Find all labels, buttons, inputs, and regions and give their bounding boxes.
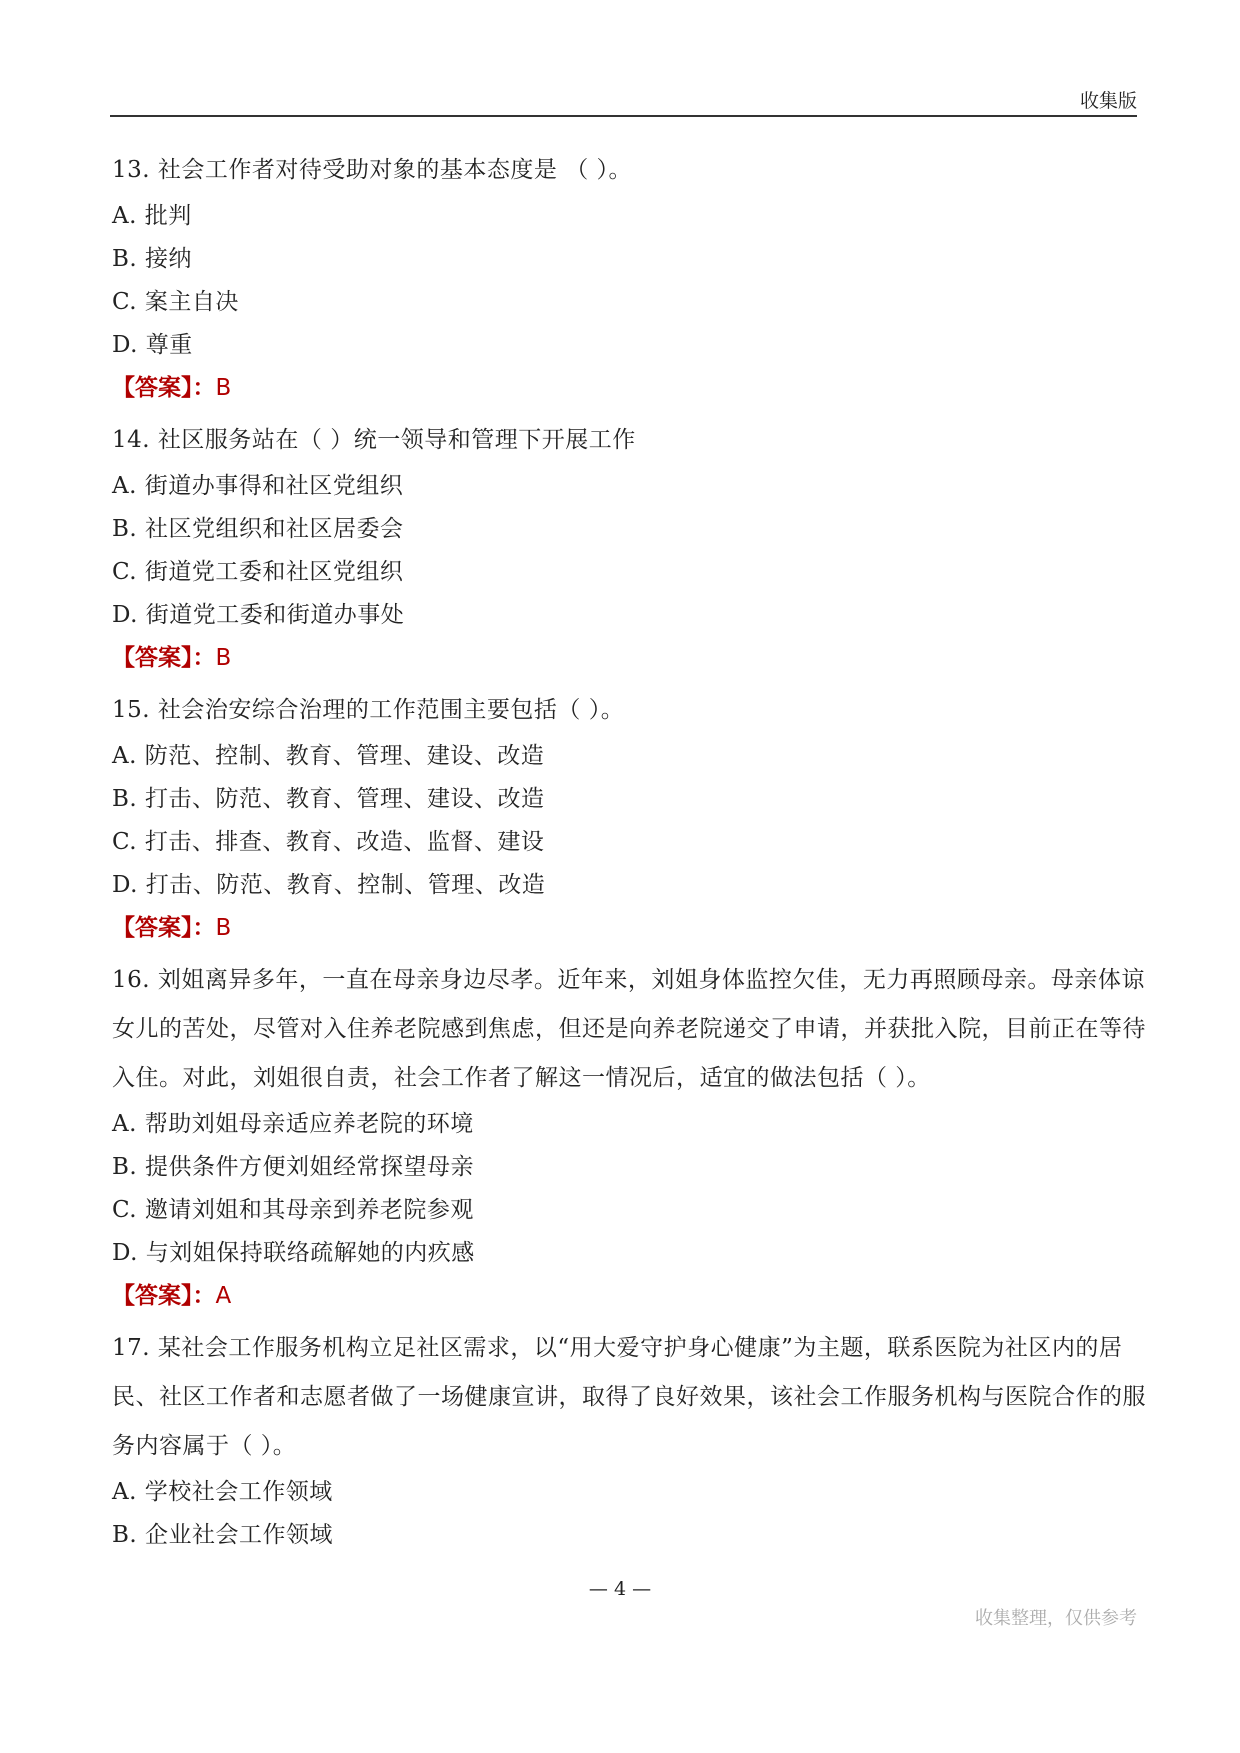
header-divider [110, 115, 1137, 117]
question-16 [112, 956, 1152, 1318]
answer-value: A [215, 1283, 232, 1309]
answer [112, 1275, 1152, 1318]
header-label: 收集版 [1079, 90, 1137, 112]
question-text: 17. 某社会工作服务机构立足社区需求，以“用大爱守护身心健康”为主题，联系医院为社区内的居民、社区工作者和志愿者做了一场健康宣讲，取得了良好效果，该社会工作服务机构与医院合作的服务内容属于（ ）。 [112, 1335, 1146, 1459]
answer-value: B [215, 375, 232, 401]
question-text: 15. 社会治安综合治理的工作范围主要包括（ ）。 [112, 697, 625, 723]
answer-value: B [215, 645, 232, 671]
option-b: B. 企业社会工作领域 [112, 1522, 334, 1548]
option-c: C. 街道党工委和社区党组织 [112, 559, 404, 585]
answer-value: B [215, 915, 232, 941]
answer [112, 907, 1152, 950]
option-c: C. 案主自决 [112, 289, 239, 315]
question-text: 16. 刘姐离异多年，一直在母亲身边尽孝。近年来，刘姐身体监控欠佳，无力再照顾母亲。母亲体谅女儿的苦处，尽管对入住养老院感到焦虑，但还是向养老院递交了申请，并获批入院，目前正在等待入住。对此，刘姐很自责，社会工作者了解这一情况后，适宜的做法包括（ ）。 [112, 967, 1146, 1091]
option-d: D. 街道党工委和街道办事处 [112, 602, 405, 628]
option-a: A. 学校社会工作领域 [112, 1479, 333, 1505]
question-14 [112, 416, 1152, 680]
option-d: D. 打击、防范、教育、控制、管理、改造 [112, 872, 546, 898]
option-c: C. 邀请刘姐和其母亲到养老院参观 [112, 1197, 474, 1223]
answer [112, 637, 1152, 680]
page-number: — 4 — [588, 1578, 652, 1600]
question-17 [112, 1324, 1152, 1557]
answer-label: 【答案】： [112, 1283, 216, 1309]
option-b: B. 提供条件方便刘姐经常探望母亲 [112, 1154, 475, 1180]
option-b: B. 打击、防范、教育、管理、建设、改造 [112, 786, 545, 812]
option-b: B. 社区党组织和社区居委会 [112, 516, 404, 542]
footer-note: 收集整理，仅供参考 [975, 1608, 1137, 1629]
option-b: B. 接纳 [112, 246, 193, 272]
option-a: A. 批判 [112, 203, 192, 229]
option-c: C. 打击、排查、教育、改造、监督、建设 [112, 829, 545, 855]
option-d: D. 尊重 [112, 332, 193, 358]
option-a: A. 防范、控制、教育、管理、建设、改造 [112, 743, 545, 769]
option-a: A. 街道办事得和社区党组织 [112, 473, 404, 499]
question-text: 14. 社区服务站在（ ）统一领导和管理下开展工作 [112, 427, 636, 453]
option-a: A. 帮助刘姐母亲适应养老院的环境 [112, 1111, 474, 1137]
answer-label: 【答案】： [112, 375, 216, 401]
question-list [112, 146, 1152, 1557]
question-15 [112, 686, 1152, 950]
option-d: D. 与刘姐保持联络疏解她的内疚感 [112, 1240, 475, 1266]
answer-label: 【答案】： [112, 645, 216, 671]
answer [112, 367, 1152, 410]
answer-label: 【答案】： [112, 915, 216, 941]
question-13 [112, 146, 1152, 410]
question-text: 13. 社会工作者对待受助对象的基本态度是 （ ）。 [112, 157, 633, 183]
